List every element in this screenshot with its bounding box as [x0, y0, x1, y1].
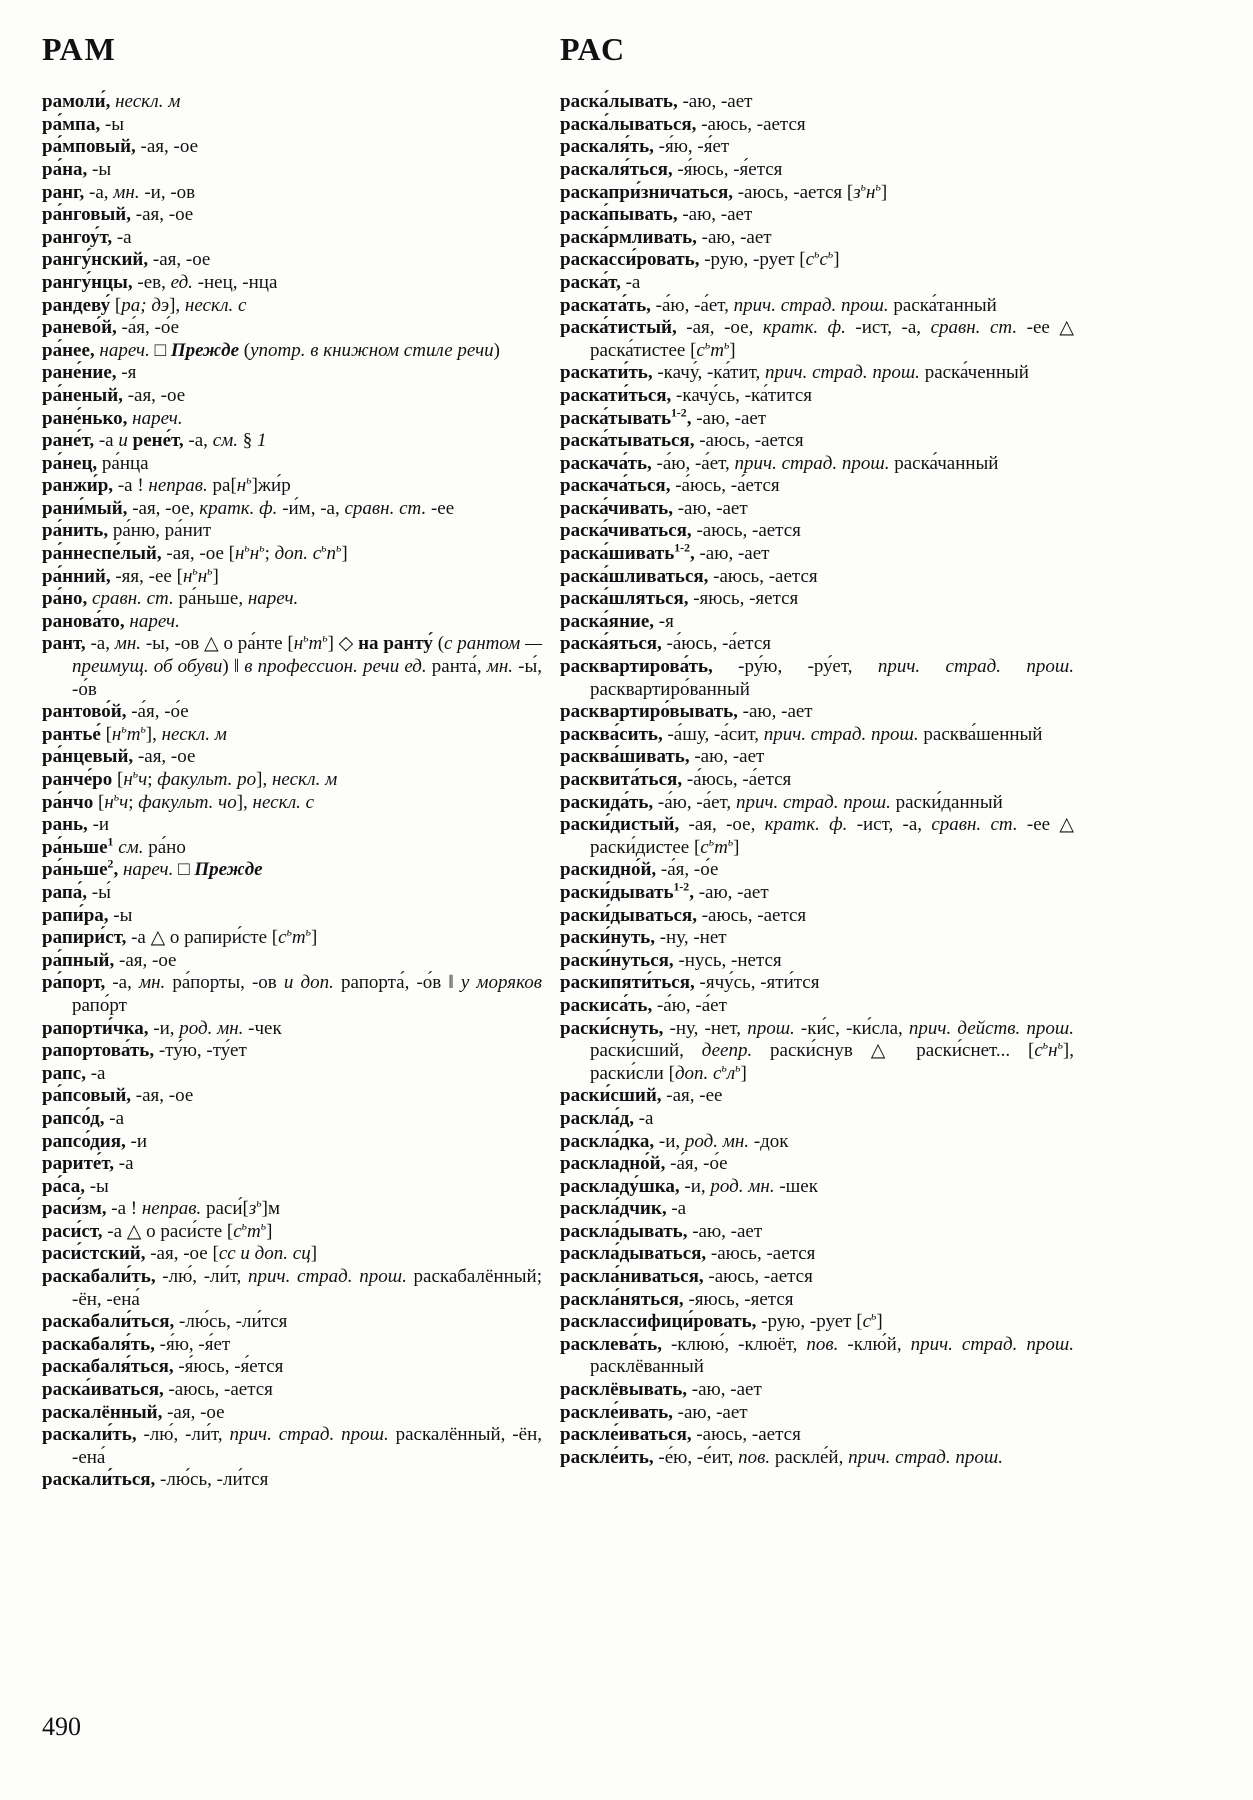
- dictionary-entry: раска́чиваться, -аюсь, -ается: [560, 520, 801, 542]
- dictionary-entry: раси́ст, -а △ о раси́сте $[с^ьт^ь]$: [42, 1219, 273, 1242]
- dictionary-entry: ра́нний, -яя, -ее $[н^ьн^ь]$: [42, 564, 219, 587]
- dictionary-entry: раскаля́ть, -я́ю, -я́ет: [560, 136, 730, 158]
- dictionary-entry: раскати́ть, -качу́, -ка́тит, прич. страд. прош. раска́ченный: [560, 362, 1029, 384]
- dictionary-entry: раски́дистый, -ая, -ое, кратк. ф. -ист, -а, сравн. ст. -ее △ раски́дистее $[с^ьт^ь]$: [560, 814, 1074, 858]
- dictionary-entry: ра́са, -ы: [42, 1175, 109, 1197]
- dictionary-entry: расклёвывать, -аю, -ает: [560, 1379, 762, 1401]
- dictionary-entry: раски́снуть, -ну, -нет, прош. -ки́с, -ки́сла, прич. действ. прош. раски́сший, деепр. раски́снув △ раски́снет... $[с^ьн^ь]$, раски́сли [доп. $с^ьл^ь$]: [560, 1017, 1074, 1084]
- dictionary-entry: рант, -а, мн. -ы, -ов △ о ра́нте $[н^ьт^ь]$ ◇ на ранту́ (с рантом — преимущ. об обуви) ‖ в профессион. речи ед. ранта́, мн. -ы́, -о́в: [42, 632, 543, 700]
- dictionary-entry: ра́пный, -ая, -ое: [42, 949, 177, 971]
- dictionary-entry: ране́т, -а и рене́т, -а, см. § 1: [42, 430, 267, 452]
- dictionary-entry: раскапри́зничаться, -аюсь, -ается $[з^ьн^ь]$: [560, 180, 888, 203]
- dictionary-entry: раската́ть, -а́ю, -а́ет, прич. страд. прош. раска́танный: [560, 294, 997, 316]
- dictionary-entry: раскалённый, -ая, -ое: [42, 1401, 225, 1423]
- dictionary-entry: раски́дываться, -аюсь, -ается: [560, 904, 807, 926]
- dictionary-entry: раски́нуться, -нусь, -нется: [560, 949, 782, 971]
- dictionary-entry: ра́нее, нареч. □ Прежде (употр. в книжном стиле речи): [42, 339, 500, 361]
- column-right: [560, 32, 1074, 1469]
- dictionary-entry: рапири́ст, -а △ о рапири́сте $[с^ьт^ь]$: [42, 925, 318, 949]
- dictionary-entry: раска́чивать, -аю, -ает: [560, 497, 748, 519]
- dictionary-entry: рапсо́дия, -и: [42, 1130, 147, 1152]
- dictionary-entry: рани́мый, -ая, -ое, кратк. ф. -и́м, -а, сравн. ст. -ее: [42, 497, 455, 519]
- dictionary-entry: раскладу́шка, -и, род. мн. -шек: [560, 1175, 818, 1197]
- dictionary-entry: расква́шивать, -аю, -ает: [560, 746, 765, 768]
- dictionary-entry: рантье́ $[н^ьт^ь]$, нескл. м: [42, 722, 227, 745]
- dictionary-entry: раска́яться, -а́юсь, -а́ется: [560, 633, 772, 655]
- dictionary-entry: раси́зм, -а ! неправ. $раси́[з^ь]м$: [42, 1196, 280, 1220]
- dictionary-entry: ра́нец, ра́нца: [42, 452, 149, 474]
- dictionary-entry: ра́ньше$^1$ см. ра́но: [42, 835, 186, 858]
- dictionary-entry: ранова́то, нареч.: [42, 610, 180, 632]
- dictionary-entry: раскипяти́ться, -ячу́сь, -яти́тся: [560, 972, 820, 994]
- dictionary-entry: раскладно́й, -а́я, -о́е: [560, 1153, 728, 1175]
- dictionary-entry: расквартирова́ть, -ру́ю, -ру́ет, прич. страд. прош. расквартиро́ванный: [560, 656, 1074, 700]
- dictionary-entry: раска́т, -а: [560, 271, 641, 293]
- dictionary-entry: рапорти́чка, -и, род. мн. -чек: [42, 1017, 282, 1039]
- dictionary-entry: раска́тывать$^{1-2}$, -аю, -ает: [560, 406, 767, 429]
- dictionary-entry: раски́нуть, -ну, -нет: [560, 927, 727, 949]
- dictionary-entry: рапи́ра, -ы: [42, 904, 133, 926]
- dictionary-entry: раска́яние, -я: [560, 610, 674, 632]
- dictionary-entry: раскла́дка, -и, род. мн. -док: [560, 1130, 789, 1152]
- dictionary-entry: ра́нить, ра́ню, ра́нит: [42, 520, 212, 542]
- dictionary-entry: расква́сить, -а́шу, -а́сит, прич. страд. прош. расква́шенный: [560, 723, 1043, 745]
- dictionary-entry: раскали́ть, -лю́, -ли́т, прич. страд. прош. раскалённый, -ён, -ена́: [42, 1424, 542, 1468]
- dictionary-entry: раскабали́ть, -лю́, -ли́т, прич. страд. прош. раскабалённый; -ён, -ена́: [42, 1266, 542, 1310]
- dictionary-entry: раскали́ться, -лю́сь, -ли́тся: [42, 1469, 269, 1491]
- dictionary-entry: раскасси́ровать, -рую, -рует $[с^ьс^ь]$: [560, 248, 840, 271]
- dictionary-entry: раскле́ить, -е́ю, -е́ит, пов. раскле́й, прич. страд. прош.: [560, 1446, 1004, 1468]
- dictionary-entry: расклева́ть, -клюю́, -клюёт, пов. -клю́й, прич. страд. прош. расклёванный: [560, 1333, 1074, 1378]
- dictionary-entry: раскача́ть, -а́ю, -а́ет, прич. страд. прош. раска́чанный: [560, 452, 999, 474]
- dictionary-entry: ранево́й, -а́я, -о́е: [42, 317, 180, 339]
- guide-word-right: РАС: [560, 31, 627, 67]
- dictionary-entry: раска́лываться, -аюсь, -ается: [560, 113, 806, 135]
- dictionary-entry: ра́на, -ы: [42, 158, 112, 180]
- dictionary-entry: ранжи́р, -а ! неправ. $ра[н^ь]жи́р$: [42, 473, 291, 497]
- dictionary-entry: раски́сший, -ая, -ее: [560, 1085, 723, 1107]
- dictionary-entry: раскида́ть, -а́ю, -а́ет, прич. страд. прош. раски́данный: [560, 791, 1003, 813]
- dictionary-entry: раски́дывать$^{1-2}$, -аю, -ает: [560, 880, 769, 903]
- dictionary-entry: ра́порт, -а, мн. ра́порты, -ов и доп. рапорта́, -о́в ‖ у моряков рапо́рт: [42, 972, 543, 1016]
- dictionary-entry: раскла́дывать, -аю, -ает: [560, 1220, 763, 1242]
- dictionary-entry: рарите́т, -а: [42, 1153, 134, 1175]
- dictionary-entry: ранг, -а, мн. -и, -ов: [42, 181, 196, 203]
- dictionary-entry: раскача́ться, -а́юсь, -а́ется: [560, 475, 780, 497]
- dictionary-entry: рангу́нский, -ая, -ое: [42, 249, 211, 271]
- dictionary-entry: ра́псовый, -ая, -ое: [42, 1085, 194, 1107]
- entries-left: [42, 91, 542, 1492]
- dictionary-entry: раскле́ивать, -аю, -ает: [560, 1401, 748, 1423]
- entries-right: [560, 91, 1074, 1469]
- dictionary-entry: рань, -и: [42, 814, 110, 836]
- dictionary-entry: ра́но, сравн. ст. ра́ньше, нареч.: [42, 588, 299, 610]
- dictionary-entry: рапс, -а: [42, 1062, 106, 1084]
- dictionary-entry: ра́мпа, -ы: [42, 113, 125, 135]
- dictionary-entry: ра́нговый, -ая, -ое: [42, 204, 194, 226]
- dictionary-entry: раска́рмливать, -аю, -ает: [560, 226, 772, 248]
- dictionary-entry: раска́иваться, -аюсь, -ается: [42, 1379, 273, 1401]
- dictionary-entry: раскла́дываться, -аюсь, -ается: [560, 1243, 816, 1265]
- dictionary-entry: ра́неный, -ая, -ое: [42, 384, 186, 406]
- dictionary-entry: раскабаля́ть, -я́ю, -я́ет: [42, 1333, 231, 1355]
- dictionary-entry: рандеву́ [ра; дэ], нескл. с: [42, 294, 247, 316]
- dictionary-entry: рамоли́, нескл. м: [42, 91, 181, 113]
- dictionary-entry: раскидно́й, -а́я, -о́е: [560, 859, 719, 881]
- dictionary-entry: рапортова́ть, -ту́ю, -ту́ет: [42, 1040, 247, 1062]
- dictionary-entry: раскиса́ть, -а́ю, -а́ет: [560, 994, 727, 1016]
- dictionary-entry: ра́мповый, -ая, -ое: [42, 136, 199, 158]
- guide-word-left: РАМ: [42, 31, 117, 67]
- dictionary-entry: ра́ннеспе́лый, -ая, -ое [$н^ьн^ь$; доп. $с^ьп^ь$]: [42, 541, 348, 565]
- dictionary-entry: ране́ние, -я: [42, 362, 137, 384]
- dictionary-entry: ране́нько, нареч.: [42, 407, 183, 429]
- dictionary-entry: раскла́няться, -яюсь, -яется: [560, 1288, 794, 1310]
- dictionary-entry: раска́шливаться, -аюсь, -ается: [560, 565, 818, 587]
- dictionary-entry: раси́стский, -ая, -ое [сс и доп. сц]: [42, 1243, 318, 1265]
- dictionary-entry: рангу́нцы, -ев, ед. -нец, -нца: [42, 271, 278, 293]
- dictionary-entry: раскабаля́ться, -я́юсь, -я́ется: [42, 1356, 284, 1378]
- dictionary-entry: раска́тистый, -ая, -ое, кратк. ф. -ист, -а, сравн. ст. -ее △ раска́тистее $[с^ьт^ь]$: [560, 317, 1074, 361]
- dictionary-entry: расклассифици́ровать, -рую, -рует $[с^ь]$: [560, 1309, 883, 1333]
- dictionary-entry: раска́шивать$^{1-2}$, -аю, -ает: [560, 541, 770, 565]
- dictionary-entry: рангоу́т, -а: [42, 226, 132, 248]
- dictionary-entry: расквита́ться, -а́юсь, -а́ется: [560, 769, 792, 790]
- dictionary-entry: раскла́д, -а: [560, 1107, 654, 1129]
- dictionary-entry: ра́нчо [$н^ьч$; факульт. чо], нескл. с: [42, 790, 315, 813]
- dictionary-entry: раскле́иваться, -аюсь, -ается: [560, 1424, 801, 1446]
- column-left: [42, 32, 542, 1492]
- dictionary-entry: ра́ньше$^2$, нареч. □ Прежде: [42, 858, 263, 881]
- dictionary-entry: раскла́ниваться, -аюсь, -ается: [560, 1266, 813, 1288]
- dictionary-entry: раска́лывать, -аю, -ает: [560, 91, 753, 113]
- dictionary-entry: ра́нцевый, -ая, -ое: [42, 746, 196, 768]
- dictionary-entry: раска́тываться, -аюсь, -ается: [560, 430, 804, 452]
- page-number: 490: [42, 1712, 81, 1741]
- dictionary-entry: раска́пывать, -аю, -ает: [560, 204, 753, 226]
- dictionary-entry: ранче́ро [$н^ьч$; факульт. ро], нескл. м: [42, 767, 338, 790]
- dictionary-entry: раскла́дчик, -а: [560, 1198, 687, 1220]
- dictionary-entry: рапа́, -ы́: [42, 881, 111, 903]
- dictionary-entry: расквартиро́вывать, -аю, -ает: [560, 701, 813, 723]
- dictionary-entry: рапсо́д, -а: [42, 1107, 125, 1129]
- dictionary-entry: рантово́й, -а́я, -о́е: [42, 701, 189, 723]
- dictionary-entry: раскаля́ться, -я́юсь, -я́ется: [560, 158, 783, 180]
- dictionary-entry: раска́шляться, -яюсь, -яется: [560, 588, 799, 610]
- dictionary-entry: раскати́ться, -качу́сь, -ка́тится: [560, 384, 813, 406]
- dictionary-entry: раскабали́ться, -лю́сь, -ли́тся: [42, 1311, 288, 1333]
